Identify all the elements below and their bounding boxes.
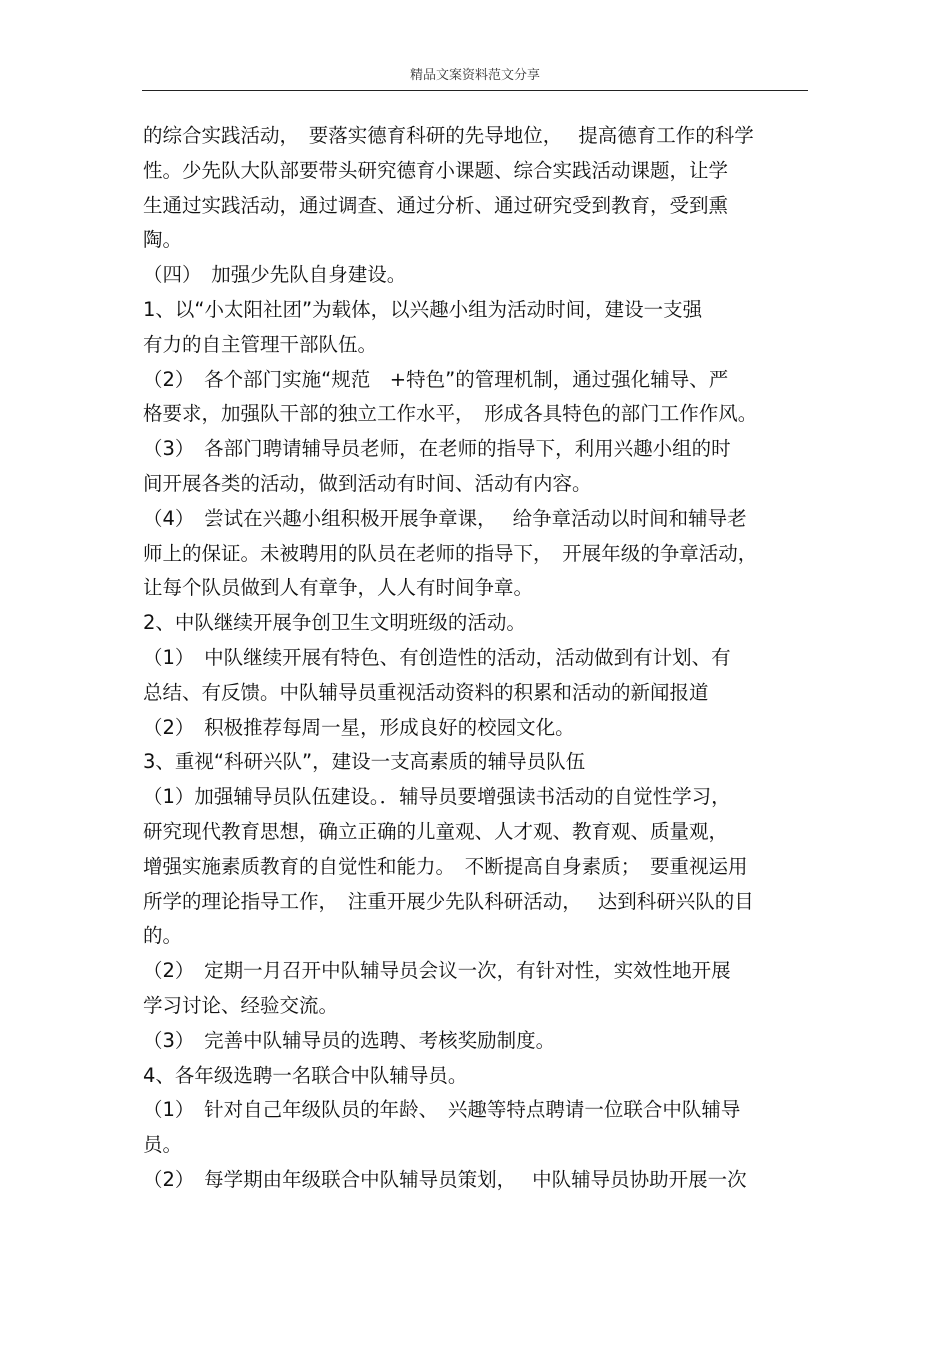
text-line: 陶。 bbox=[143, 228, 183, 252]
text-line: （3） 完善中队辅导员的选聘、考核奖励制度。 bbox=[143, 1028, 556, 1052]
text-line: （1） 针对自己年级队员的年龄、 兴趣等特点聘请一位联合中队辅导 bbox=[143, 1098, 741, 1122]
text-line: 的综合实践活动， 要落实德育科研的先导地位， 提高德育工作的科学 bbox=[143, 124, 754, 147]
header-divider bbox=[142, 90, 808, 91]
text-line: 4、各年级选聘一名联合中队辅导员。 bbox=[143, 1063, 468, 1087]
text-line: 师上的保证。未被聘用的队员在老师的指导下， 开展年级的争章活动， bbox=[143, 541, 758, 565]
text-line: 的。 bbox=[143, 924, 183, 948]
text-line: 总结、有反馈。中队辅导员重视活动资料的积累和活动的新闻报道 bbox=[143, 680, 709, 704]
text-line: 研究现代教育思想，确立正确的儿童观、人才观、教育观、质量观， bbox=[143, 819, 729, 843]
text-line: （4） 尝试在兴趣小组积极开展争章课， 给争章活动以时间和辅导老 bbox=[143, 506, 747, 530]
text-line: （2） 定期一月召开中队辅导员会议一次，有针对性，实效性地开展 bbox=[143, 959, 731, 983]
text-line: （1）加强辅导员队伍建设。．辅导员要增强读书活动的自觉性学习， bbox=[143, 785, 731, 809]
text-line: （1） 中队继续开展有特色、有创造性的活动，活动做到有计划、有 bbox=[143, 645, 731, 669]
text-line: 格要求，加强队干部的独立工作水平， 形成各具特色的部门工作作风。 bbox=[143, 402, 758, 426]
text-line: 3、重视“科研兴队”，建设一支高素质的辅导员队伍 bbox=[143, 750, 586, 774]
text-line: 1、以“小太阳社团”为载体，以兴趣小组为活动时间，建设一支强 bbox=[143, 297, 703, 321]
text-line: 增强实施素质教育的自觉性和能力。 不断提高自身素质； 要重视运用 bbox=[143, 854, 748, 878]
text-line: 员。 bbox=[143, 1133, 183, 1157]
text-line: （2） 积极推荐每周一星，形成良好的校园文化。 bbox=[143, 715, 575, 739]
text-line: 有力的自主管理干部队伍。 bbox=[143, 332, 378, 356]
text-line: （四） 加强少先队自身建设。 bbox=[143, 263, 407, 287]
text-line: 生通过实践活动，通过调查、通过分析、通过研究受到教育，受到熏 bbox=[143, 193, 729, 217]
text-line: 2、中队继续开展争创卫生文明班级的活动。 bbox=[143, 611, 526, 635]
text-line: （2） 每学期由年级联合中队辅导员策划， 中队辅导员协助开展一次 bbox=[143, 1167, 747, 1191]
text-line: （2） 各个部门实施“规范 +特色”的管理机制，通过强化辅导、严 bbox=[143, 367, 729, 391]
text-line: 间开展各类的活动，做到活动有时间、活动有内容。 bbox=[143, 471, 592, 495]
page-header: 精品文案资料范文分享 bbox=[409, 68, 540, 83]
text-line: 让每个队员做到人有章争，人人有时间争章。 bbox=[143, 576, 534, 600]
text-line: 所学的理论指导工作， 注重开展少先队科研活动， 达到科研兴队的目 bbox=[143, 889, 754, 913]
text-line: （3） 各部门聘请辅导员老师，在老师的指导下，利用兴趣小组的时 bbox=[143, 437, 731, 461]
text-line: 性。少先队大队部要带头研究德育小课题、综合实践活动课题，让学 bbox=[143, 158, 729, 182]
text-line: 学习讨论、经验交流。 bbox=[143, 993, 339, 1017]
document-body bbox=[143, 119, 813, 1198]
